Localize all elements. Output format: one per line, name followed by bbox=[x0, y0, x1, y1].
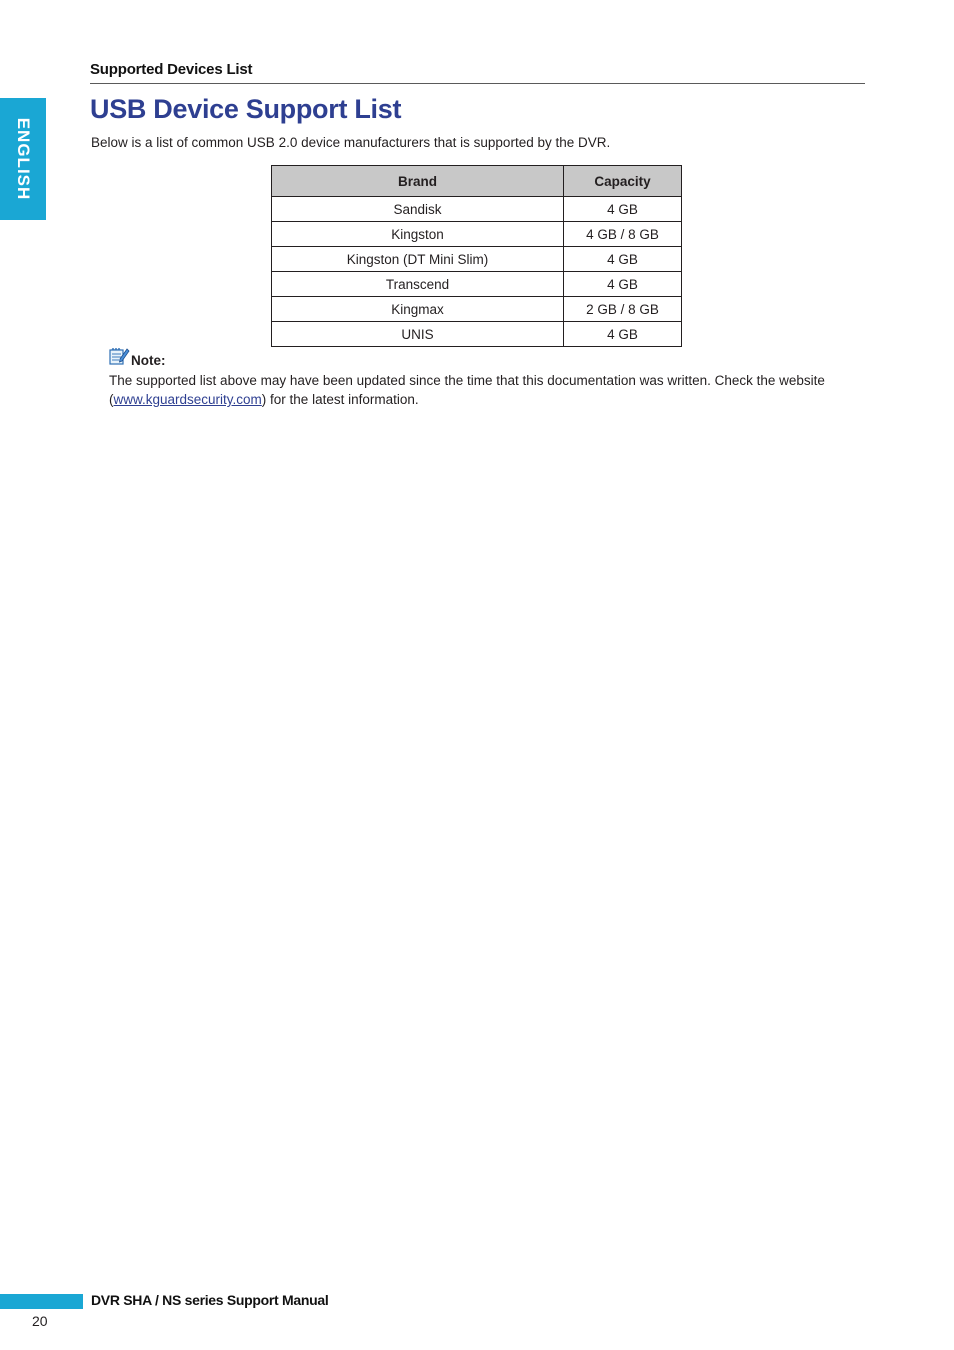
note-text-before: The supported list above may have been updated since the time that this documentation was written. Check the website ( bbox=[109, 373, 825, 407]
capacity-cell: 4 GB / 8 GB bbox=[564, 222, 682, 247]
notepad-pencil-icon bbox=[108, 346, 130, 366]
intro-text: Below is a list of common USB 2.0 device manufacturers that is supported by the DVR. bbox=[91, 135, 611, 150]
note-text bbox=[109, 371, 854, 409]
page-number: 20 bbox=[32, 1313, 48, 1329]
capacity-cell: 4 GB bbox=[564, 272, 682, 297]
footer-accent-bar bbox=[0, 1294, 83, 1309]
capacity-cell: 4 GB bbox=[564, 247, 682, 272]
table-row bbox=[272, 297, 682, 322]
capacity-cell: 4 GB bbox=[564, 322, 682, 347]
capacity-cell: 2 GB / 8 GB bbox=[564, 297, 682, 322]
brand-cell: Kingston bbox=[272, 222, 564, 247]
brand-cell: UNIS bbox=[272, 322, 564, 347]
section-title: Supported Devices List bbox=[90, 61, 253, 78]
brand-cell: Kingmax bbox=[272, 297, 564, 322]
brand-cell: Sandisk bbox=[272, 197, 564, 222]
table-row bbox=[272, 197, 682, 222]
column-header-brand: Brand bbox=[272, 166, 564, 197]
table-row bbox=[272, 222, 682, 247]
table-row bbox=[272, 272, 682, 297]
table-row bbox=[272, 322, 682, 347]
note-label: Note: bbox=[131, 353, 166, 368]
language-tab-label: ENGLISH bbox=[14, 117, 33, 201]
website-link[interactable]: www.kguardsecurity.com bbox=[113, 392, 262, 407]
table-row bbox=[272, 247, 682, 272]
note-text-after: ) for the latest information. bbox=[261, 392, 419, 407]
column-header-capacity: Capacity bbox=[564, 166, 682, 197]
capacity-cell: 4 GB bbox=[564, 197, 682, 222]
language-tab bbox=[0, 98, 46, 220]
brand-cell: Transcend bbox=[272, 272, 564, 297]
brand-cell: Kingston (DT Mini Slim) bbox=[272, 247, 564, 272]
footer-manual-title: DVR SHA / NS series Support Manual bbox=[91, 1292, 329, 1308]
page-title: USB Device Support List bbox=[90, 94, 402, 124]
device-support-table bbox=[271, 165, 682, 347]
table-header-row bbox=[272, 166, 682, 197]
running-header bbox=[90, 61, 865, 84]
